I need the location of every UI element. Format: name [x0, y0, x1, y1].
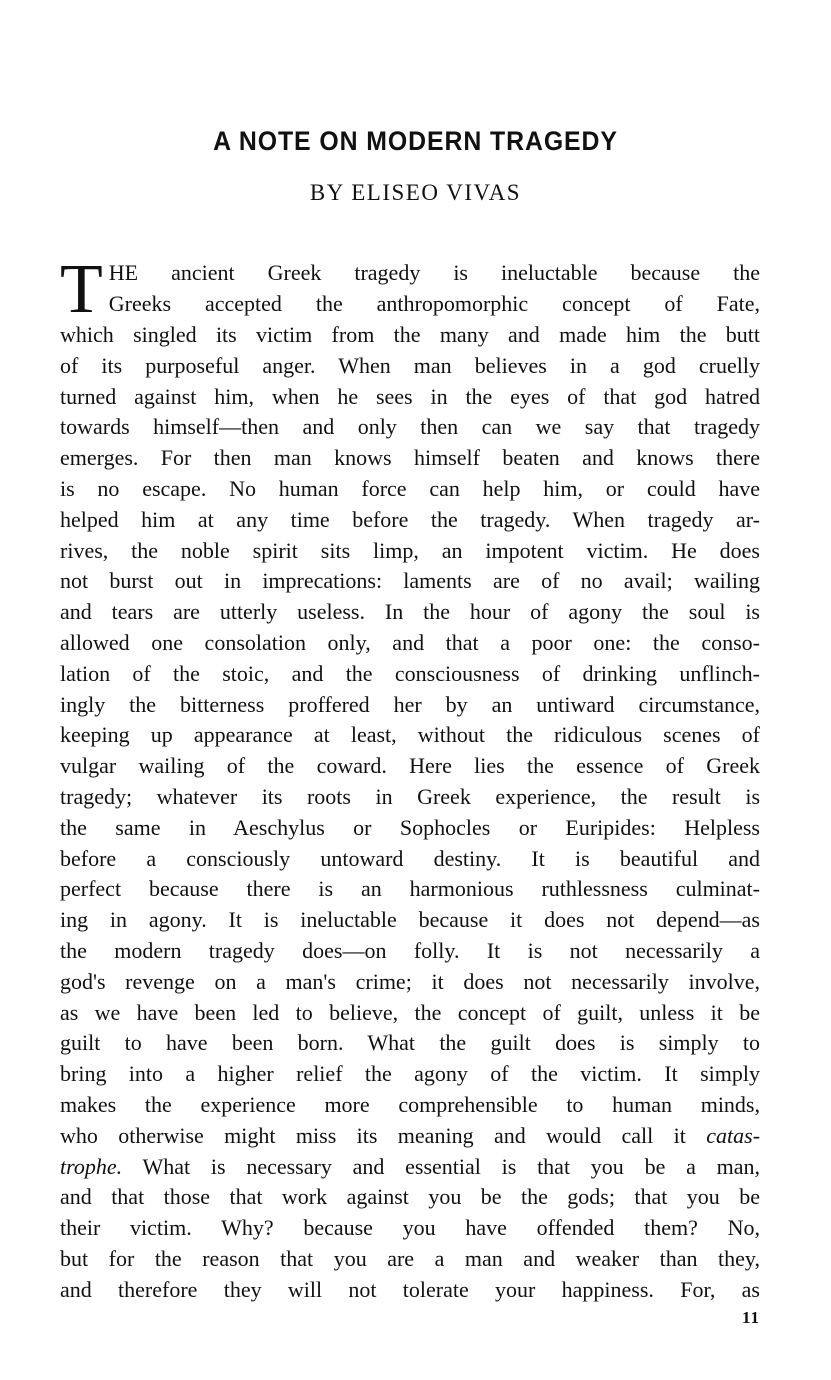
text-segment: who otherwise might miss its meaning and would call it — [60, 1122, 686, 1148]
text-line: the same in Aeschylus or Sophocles or Euripides: Helpless — [60, 814, 760, 840]
text-line: before a consciously untoward destiny. It is beautiful and — [60, 845, 760, 871]
text-line: their victim. Why? because you have offended them? No, — [60, 1215, 760, 1241]
text-line: perfect because there is an harmonious ruthlessness culminat- — [60, 876, 760, 902]
text-line: makes the experience more comprehensible to human minds, — [60, 1091, 760, 1117]
text-line: which singled its victim from the many and made him the butt — [60, 322, 760, 347]
text-line: and therefore they will not tolerate your happiness. For, as — [60, 1276, 760, 1302]
text-line: allowed one consolation only, and that a poor one: the conso- — [60, 629, 760, 655]
text-line: rives, the noble spirit sits limp, an impotent victim. He does — [60, 537, 760, 563]
text-line: and tears are utterly useless. In the hour of agony the soul is — [60, 599, 760, 625]
text-line: ing in agony. It is ineluctable because it does not depend—as — [60, 907, 760, 933]
text-line: bring into a higher relief the agony of the victim. It simply — [60, 1061, 760, 1087]
text-line: helped him at any time before the tragedy. When tragedy ar- — [60, 506, 760, 532]
text-line: but for the reason that you are a man and weaker than they, — [60, 1245, 760, 1271]
text-line: ingly the bitterness proffered her by an untiward circumstance, — [60, 691, 760, 717]
article-body — [60, 258, 760, 1306]
text-line: as we have been led to believe, the concept of guilt, unless it be — [60, 999, 760, 1025]
text-line: towards himself—then and only then can we say that tragedy — [60, 414, 760, 440]
text-line: god's revenge on a man's crime; it does not necessarily involve, — [60, 968, 760, 994]
opening-paragraph — [60, 258, 760, 320]
text-line: emerges. For then man knows himself beaten and knows there — [60, 445, 760, 471]
text-line: is no escape. No human force can help him, or could have — [60, 475, 760, 501]
text-line: not burst out in imprecations: laments are of no avail; wailing — [60, 568, 760, 594]
text-line: and that those that work against you be the gods; that you be — [60, 1184, 760, 1210]
text-line: keeping up appearance at least, without the ridiculous scenes of — [60, 722, 760, 748]
text-line: tragedy; whatever its roots in Greek experience, the result is — [60, 783, 760, 809]
italic-word: catas- — [706, 1122, 761, 1148]
text-line: the modern tragedy does—on folly. It is not necessarily a — [60, 937, 760, 963]
text-line: HE ancient Greek tragedy is ineluctable because the — [108, 260, 760, 285]
byline: BY ELISEO VIVAS — [309, 180, 522, 205]
drop-cap: T — [60, 258, 103, 320]
text-line: lation of the stoic, and the consciousness of drinking unflinch- — [60, 660, 760, 686]
text-line-with-italic — [60, 1121, 760, 1152]
text-line: Greeks accepted the anthropomorphic concept of Fate, — [108, 290, 760, 316]
text-line-with-italic — [60, 1152, 760, 1183]
text-line: guilt to have been born. What the guilt does is simply to — [60, 1030, 760, 1056]
text-line: of its purposeful anger. When man believes in a god cruelly — [60, 352, 760, 378]
italic-word: trophe. — [60, 1153, 123, 1179]
page-title: A NOTE ON MODERN TRAGEDY — [213, 126, 618, 156]
text-line: turned against him, when he sees in the eyes of that god hatred — [60, 383, 760, 409]
page-number: 11 — [742, 1308, 761, 1327]
text-segment: What is necessary and essential is that you be a man, — [122, 1153, 760, 1179]
text-line: vulgar wailing of the coward. Here lies the essence of Greek — [60, 753, 760, 779]
